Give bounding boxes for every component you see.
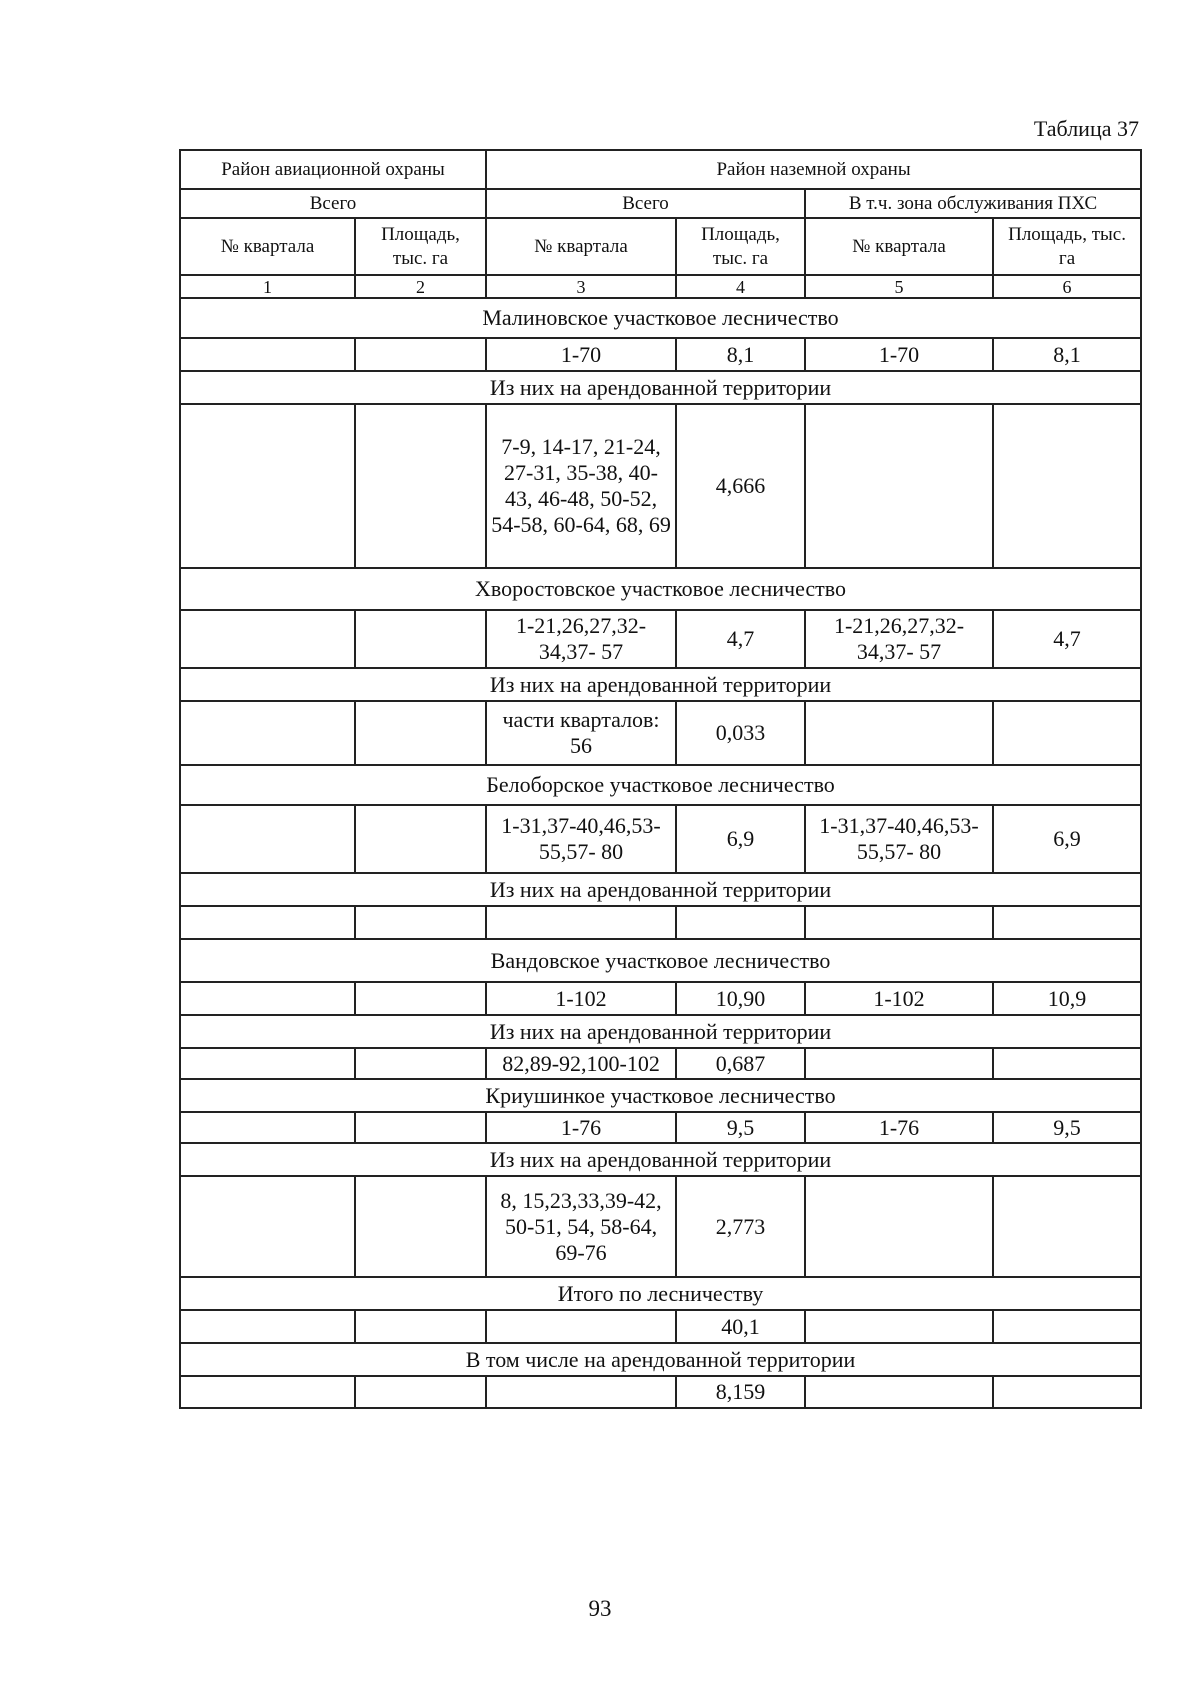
section-title: Из них на арендованной территории bbox=[180, 668, 1141, 701]
table-cell bbox=[805, 1376, 993, 1408]
table-cell: части кварталов: 56 bbox=[486, 701, 676, 765]
table-cell: 1-76 bbox=[486, 1112, 676, 1143]
section-title: Из них на арендованной территории bbox=[180, 1143, 1141, 1176]
table-cell: 8,1 bbox=[676, 338, 805, 371]
section-title: В том числе на арендованной территории bbox=[180, 1343, 1141, 1376]
table-cell bbox=[486, 1376, 676, 1408]
table-cell: 10,9 bbox=[993, 982, 1141, 1015]
table-cell: 8, 15,23,33,39-42, 50-51, 54, 58-64, 69-76 bbox=[486, 1176, 676, 1277]
header-ground-area: Район наземной охраны bbox=[486, 150, 1141, 189]
page-number: 93 bbox=[588, 1596, 612, 1621]
table-cell bbox=[993, 1048, 1141, 1079]
col-number: 3 bbox=[486, 275, 676, 298]
section-row bbox=[180, 1015, 1141, 1048]
table-cell: 8,159 bbox=[676, 1376, 805, 1408]
table-cell: 9,5 bbox=[993, 1112, 1141, 1143]
table-row bbox=[180, 701, 1141, 765]
section-title: Малиновское участковое лесничество bbox=[180, 298, 1141, 338]
table-cell: 40,1 bbox=[676, 1310, 805, 1343]
table-cell: 8,1 bbox=[993, 338, 1141, 371]
section-title: Из них на арендованной территории bbox=[180, 371, 1141, 404]
table-cell: 1-70 bbox=[486, 338, 676, 371]
table-row bbox=[180, 1376, 1141, 1408]
table-cell bbox=[355, 982, 486, 1015]
header-area-pkhs: Площадь, тыс. га bbox=[993, 218, 1141, 275]
section-row bbox=[180, 1143, 1141, 1176]
header-pkhs-zone: В т.ч. зона обслуживания ПХС bbox=[805, 189, 1141, 218]
table-cell bbox=[805, 1176, 993, 1277]
table-cell bbox=[180, 404, 355, 568]
header-quarter-no-2: № квартала bbox=[486, 218, 676, 275]
table-cell bbox=[180, 610, 355, 668]
table-cell bbox=[805, 701, 993, 765]
table-cell: 9,5 bbox=[676, 1112, 805, 1143]
table-cell bbox=[676, 906, 805, 939]
header-area-1 bbox=[355, 218, 486, 275]
section-title: Из них на арендованной территории bbox=[180, 1015, 1141, 1048]
header-quarter-no-1: № квартала bbox=[180, 218, 355, 275]
table-cell: 1-76 bbox=[805, 1112, 993, 1143]
table-cell bbox=[993, 906, 1141, 939]
table-row bbox=[180, 404, 1141, 568]
table-cell: 1-102 bbox=[805, 982, 993, 1015]
table-cell bbox=[180, 1048, 355, 1079]
table-cell bbox=[355, 610, 486, 668]
table-cell bbox=[180, 701, 355, 765]
table-cell bbox=[180, 805, 355, 873]
section-row bbox=[180, 873, 1141, 906]
table-cell bbox=[355, 1176, 486, 1277]
section-row bbox=[180, 668, 1141, 701]
table-cell: 6,9 bbox=[993, 805, 1141, 873]
col-number: 6 bbox=[993, 275, 1141, 298]
table-cell bbox=[993, 701, 1141, 765]
table-cell bbox=[180, 1310, 355, 1343]
section-title: Белоборское участковое лесничество bbox=[180, 765, 1141, 805]
table-cell: 6,9 bbox=[676, 805, 805, 873]
table-cell bbox=[355, 338, 486, 371]
table-cell: 1-21,26,27,32-34,37- 57 bbox=[805, 610, 993, 668]
section-title: Вандовское участковое лесничество bbox=[180, 939, 1141, 982]
area-line2: тыс. га bbox=[712, 247, 769, 269]
table-cell: 1-31,37-40,46,53-55,57- 80 bbox=[486, 805, 676, 873]
table-cell bbox=[355, 906, 486, 939]
table-cell bbox=[180, 1112, 355, 1143]
section-row bbox=[180, 1343, 1141, 1376]
section-row bbox=[180, 1079, 1141, 1112]
table-cell bbox=[355, 1112, 486, 1143]
section-title: Из них на арендованной территории bbox=[180, 873, 1141, 906]
area-line1: Площадь, bbox=[381, 223, 460, 245]
table-cell bbox=[993, 1376, 1141, 1408]
table-label: Таблица 37 bbox=[1033, 116, 1139, 141]
table-cell: 1-21,26,27,32-34,37- 57 bbox=[486, 610, 676, 668]
table-cell bbox=[993, 1310, 1141, 1343]
table-row bbox=[180, 906, 1141, 939]
table-cell: 82,89-92,100-102 bbox=[486, 1048, 676, 1079]
area-line1: Площадь, bbox=[701, 223, 780, 245]
table-row bbox=[180, 1048, 1141, 1079]
forest-protection-table bbox=[179, 149, 1142, 1409]
table-cell bbox=[805, 1310, 993, 1343]
table-cell bbox=[180, 1376, 355, 1408]
table-cell: 1-70 bbox=[805, 338, 993, 371]
table-row bbox=[180, 1176, 1141, 1277]
table-cell bbox=[486, 1310, 676, 1343]
table-cell: 1-31,37-40,46,53-55,57- 80 bbox=[805, 805, 993, 873]
table-cell bbox=[993, 404, 1141, 568]
table-cell: 4,7 bbox=[676, 610, 805, 668]
table-cell: 1-102 bbox=[486, 982, 676, 1015]
table-cell: 10,90 bbox=[676, 982, 805, 1015]
table-cell bbox=[180, 906, 355, 939]
section-row bbox=[180, 298, 1141, 338]
col-number: 5 bbox=[805, 275, 993, 298]
section-title: Хворостовское участковое лесничество bbox=[180, 568, 1141, 610]
table-cell bbox=[180, 1176, 355, 1277]
col-number: 1 bbox=[180, 275, 355, 298]
header-air-area: Район авиационной охраны bbox=[180, 150, 486, 189]
section-row bbox=[180, 765, 1141, 805]
table-row bbox=[180, 1310, 1141, 1343]
table-row bbox=[180, 805, 1141, 873]
header-ground-total: Всего bbox=[486, 189, 805, 218]
table-cell bbox=[805, 906, 993, 939]
table-cell: 7-9, 14-17, 21-24, 27-31, 35-38, 40-43, 46-48, 50-52, 54-58, 60-64, 68, 69 bbox=[486, 404, 676, 568]
area-line2: тыс. га bbox=[392, 247, 449, 269]
table-cell bbox=[993, 1176, 1141, 1277]
col-number: 2 bbox=[355, 275, 486, 298]
section-row bbox=[180, 568, 1141, 610]
table-row bbox=[180, 610, 1141, 668]
table-cell: 4,7 bbox=[993, 610, 1141, 668]
table-cell: 2,773 bbox=[676, 1176, 805, 1277]
table-cell bbox=[180, 982, 355, 1015]
table-cell bbox=[355, 701, 486, 765]
section-row bbox=[180, 939, 1141, 982]
section-title: Криушинкое участковое лесничество bbox=[180, 1079, 1141, 1112]
table-row bbox=[180, 1112, 1141, 1143]
table-row bbox=[180, 338, 1141, 371]
section-row bbox=[180, 1277, 1141, 1310]
col-number: 4 bbox=[676, 275, 805, 298]
section-title: Итого по лесничеству bbox=[180, 1277, 1141, 1310]
header-area-2 bbox=[676, 218, 805, 275]
table-cell: 0,033 bbox=[676, 701, 805, 765]
table-cell bbox=[805, 1048, 993, 1079]
table-cell bbox=[355, 1376, 486, 1408]
table-row bbox=[180, 982, 1141, 1015]
table-cell: 0,687 bbox=[676, 1048, 805, 1079]
header-air-total: Всего bbox=[180, 189, 486, 218]
table-cell bbox=[486, 906, 676, 939]
table-cell bbox=[180, 338, 355, 371]
table-cell bbox=[355, 404, 486, 568]
table-cell bbox=[805, 404, 993, 568]
table-cell: 4,666 bbox=[676, 404, 805, 568]
header-quarter-no-3: № квартала bbox=[805, 218, 993, 275]
table-cell bbox=[355, 1310, 486, 1343]
table-cell bbox=[355, 805, 486, 873]
section-row bbox=[180, 371, 1141, 404]
table-cell bbox=[355, 1048, 486, 1079]
